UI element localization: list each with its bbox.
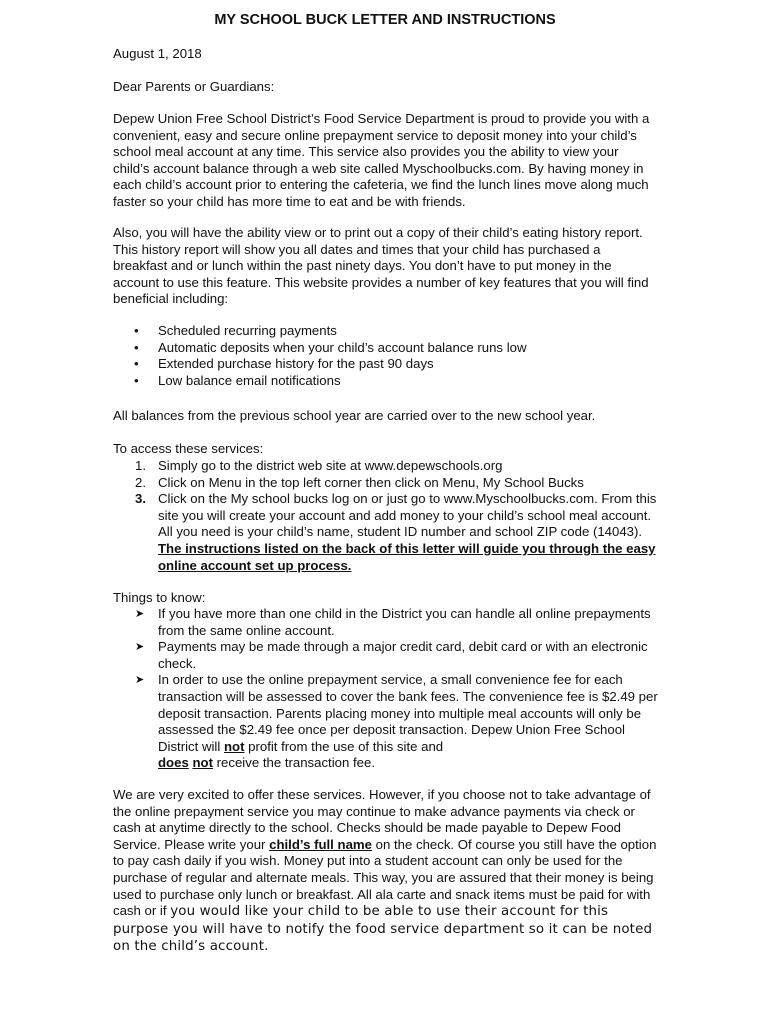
arrow-bullet-icon: ➤	[135, 674, 145, 687]
things-list	[113, 606, 658, 772]
features-list	[113, 323, 526, 389]
access-intro: To access these services:	[113, 441, 264, 456]
not-emphasis: not	[192, 755, 213, 771]
list-item	[113, 458, 658, 475]
arrow-bullet-icon: ➤	[135, 641, 145, 654]
carryover-paragraph: All balances from the previous school year are carried over to the new school year.	[113, 408, 596, 423]
closing-paragraph	[113, 787, 658, 956]
closing-text: you would like your child to be able to use their account for this purpose you will have to notify the food service department so it can be noted on the child’s account.	[113, 904, 653, 955]
step-text: Simply go to the district web site at www.depewschools.org	[158, 458, 503, 473]
step-text: Click on the My school bucks log on or just go to www.Myschoolbucks.com. From this site you will create your account and add money to your child’s school meal account. All you need is your child’s name, student ID number and school ZIP code (14043).	[158, 491, 657, 540]
item-text: profit from the use of this site and	[248, 738, 444, 754]
list-item	[113, 606, 658, 639]
child-name-emphasis: child’s full name	[269, 836, 372, 852]
list-item: • Scheduled recurring payments	[113, 323, 526, 340]
list-item: • Low balance email notifications	[113, 373, 526, 390]
item-text: If you have more than one child in the District you can handle all online prepayments from the same online account.	[158, 606, 651, 638]
list-item	[113, 639, 658, 672]
list-item: • Extended purchase history for the past 90 days	[113, 356, 526, 373]
item-text: In order to use the online prepayment service, a small convenience fee for each transaction will be assessed to cover the bank fees. The convenience fee is $2.49 per deposit transaction. Parents placing money into multiple meal accounts will only be assessed the $2.49 fee once per deposit transaction. Depew Union Free School District will	[158, 672, 658, 754]
step-text: Click on Menu in the top left corner then click on Menu, My School Bucks	[158, 474, 584, 490]
step-number: 2.	[135, 474, 146, 490]
item-text: receive the transaction fee.	[216, 755, 375, 771]
list-item	[113, 491, 658, 574]
history-paragraph: Also, you will have the ability view or to print out a copy of their child’s eating history report. This history report will show you all dates and times that your child has purchased a breakfast and or lunch within the past ninety days. You don’t have to put money in the account to use this feature. This website provides a number of key features that you will find beneficial including:	[113, 225, 649, 307]
letter-date: August 1, 2018	[113, 46, 202, 61]
salutation: Dear Parents or Guardians:	[113, 79, 275, 94]
intro-paragraph: Depew Union Free School District’s Food Service Department is proud to provide you with a convenient, easy and secure online prepayment service to deposit money into your child’s school meal account at any time. This service also provides you the ability to view your child’s account balance through a web site called Myschoolbucks.com. By having money in each child’s account prior to entering the cafeteria, we find the lunch lines move along much faster so your child has more time to eat and be with friends.	[113, 111, 650, 209]
list-item	[113, 475, 658, 492]
step-number: 1.	[135, 458, 146, 473]
instructions-emphasis: The instructions listed on the back of this letter will guide you through the easy online account set up process.	[158, 540, 656, 573]
list-item	[113, 672, 658, 772]
closing-text: on the check. Of course you still have the option to pay cash daily if you wish. Money put into a student account can only be used for the purchase of regular and alternate meals. This way, you are assured that their money is being used to purchase only lunch or breakfast. All ala carte and snack items must be paid for with cash or if	[113, 836, 657, 919]
arrow-bullet-icon: ➤	[135, 608, 145, 620]
page-title: MY SCHOOL BUCK LETTER AND INSTRUCTIONS	[214, 12, 556, 28]
item-text: Payments may be made through a major credit card, debit card or with an electronic check.	[158, 639, 648, 671]
list-item: • Automatic deposits when your child’s account balance runs low	[113, 340, 526, 357]
step-number: 3.	[135, 491, 146, 507]
steps-list	[113, 458, 658, 574]
does-emphasis: does	[158, 755, 189, 771]
closing-text: We are very excited to offer these services. However, if you choose not to take advantage of the online prepayment service you may continue to make advance payments via check or cash at anytime directly to the school. Checks should be made payable to Depew Food Service. Please write your	[113, 787, 651, 852]
things-intro: Things to know:	[113, 590, 206, 605]
not-emphasis: not	[223, 738, 245, 754]
